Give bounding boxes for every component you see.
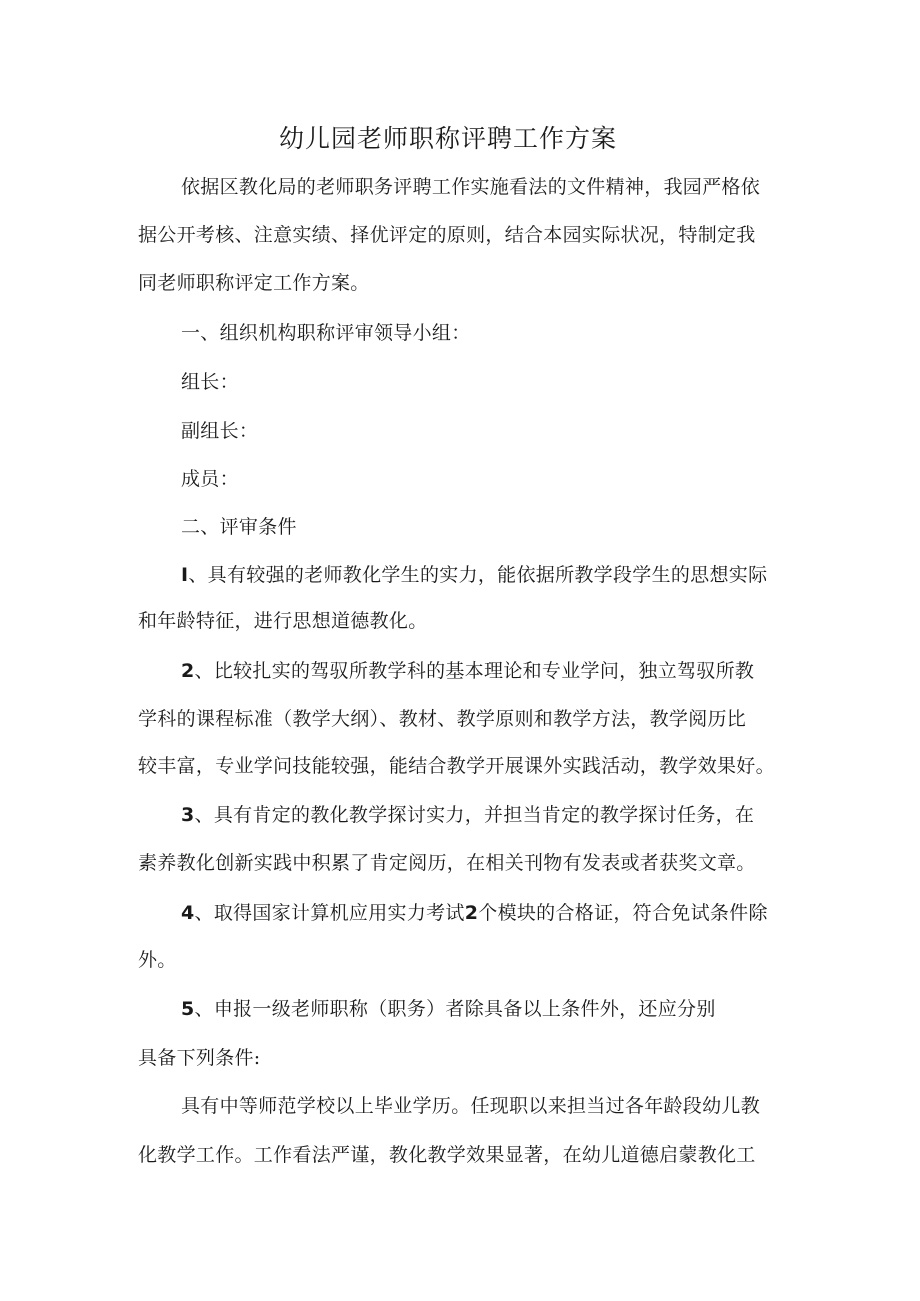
condition-4-number: 4 [181, 902, 195, 924]
condition-3-line-1 [181, 802, 754, 828]
condition-2-line-2: 学科的课程标准（教学大纲）、教材、教学原则和教学方法，教学阅历比 [138, 708, 747, 730]
condition-3-number: 3 [181, 804, 195, 826]
intro-line-2: 据公开考核、注意实绩、择优评定的原则，结合本园实际状况，特制定我 [138, 224, 756, 246]
members-label: 成员： [181, 468, 239, 490]
condition-2-line-1 [181, 658, 754, 684]
section1-heading: 一、组织机构职称评审领导小组： [181, 322, 471, 344]
condition-2-text: 、比较扎实的驾驭所教学科的基本理论和专业学问，独立驾驭所教 [194, 660, 755, 682]
condition-1-number: I [181, 564, 189, 586]
condition-3-line-2: 素养教化创新实践中积累了肯定阅历，在相关刊物有发表或者获奖文章。 [138, 852, 756, 874]
condition-1-text: 、具有较强的老师教化学生的实力，能依据所教学段学生的思想实际 [188, 564, 768, 586]
condition-1-line-1 [181, 562, 767, 588]
closing-line-2: 化教学工作。工作看法严谨，教化教学效果显著，在幼儿道德启蒙教化工 [138, 1144, 756, 1166]
leader-label: 组长： [181, 371, 239, 393]
condition-4-inline-number: 2 [464, 902, 479, 924]
condition-5-text: 、申报一级老师职称（职务）者除具备以上条件外，还应分别 [194, 998, 716, 1020]
condition-2-number: 2 [181, 660, 195, 682]
intro-line-1: 依据区教化局的老师职务评聘工作实施看法的文件精神，我园严格依 [181, 176, 761, 198]
condition-5-line-2: 具备下列条件: [138, 1047, 261, 1069]
condition-4-text-suffix: 个模块的合格证，符合免试条件除 [478, 902, 768, 924]
document-title: 幼儿园老师职称评聘工作方案 [279, 124, 618, 153]
condition-5-line-1 [181, 996, 716, 1022]
condition-3-text: 、具有肯定的教化教学探讨实力，并担当肯定的教学探讨任务，在 [194, 804, 755, 826]
closing-line-1: 具有中等师范学校以上毕业学历。任现职以来担当过各年龄段幼儿教 [181, 1095, 761, 1117]
condition-1-line-2: 和年龄特征，进行思想道德教化。 [138, 610, 428, 632]
condition-5-number: 5 [181, 998, 195, 1020]
section2-heading: 二、评审条件 [181, 516, 297, 538]
deputy-leader-label: 副组长： [181, 420, 259, 442]
condition-2-line-3: 较丰富，专业学问技能较强，能结合教学开展课外实践活动，教学效果好。 [138, 755, 775, 777]
condition-4-line-2: 外。 [138, 949, 177, 971]
intro-line-3: 同老师职称评定工作方案。 [138, 272, 370, 294]
condition-4-line-1 [181, 900, 768, 926]
condition-4-text-prefix: 、取得国家计算机应用实力考试 [194, 902, 465, 924]
